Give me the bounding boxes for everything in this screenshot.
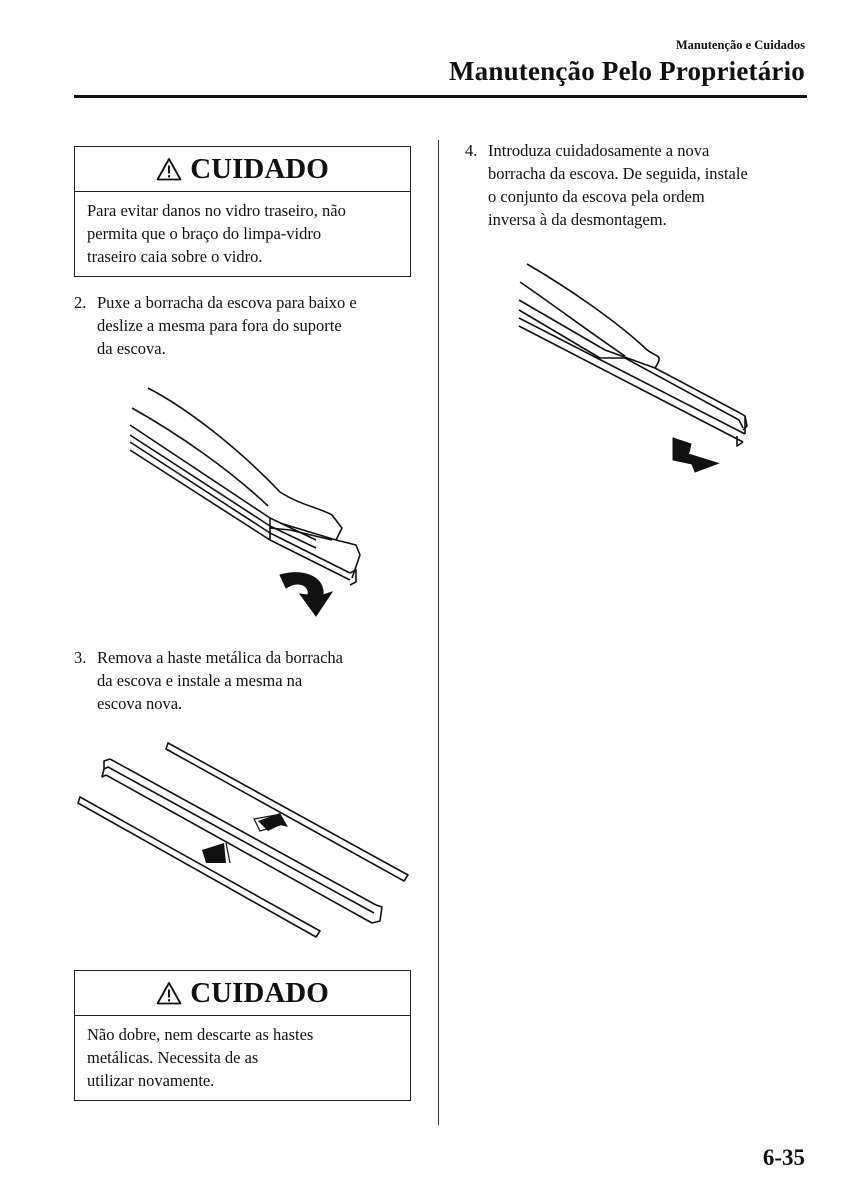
page-number: 6-35 [762, 1145, 805, 1170]
caution-text [75, 1016, 410, 1100]
step-2 [74, 291, 419, 360]
step-line: borracha da escova. De seguida, instale [488, 164, 748, 183]
page-title: Manutenção Pelo Proprietário [448, 56, 805, 86]
caution-line: traseiro caia sobre o vidro. [87, 247, 263, 266]
caution-line: Não dobre, nem descarte as hastes [87, 1025, 314, 1044]
step-line: deslize a mesma para fora do suporte [97, 316, 342, 335]
column-divider [438, 140, 439, 1125]
step-number: 2. [74, 293, 87, 312]
header-rule [74, 95, 807, 98]
caution-box-rear-glass [74, 146, 411, 277]
caution-box-metal-strips [74, 970, 411, 1101]
section-label: Manutenção e Cuidados [675, 38, 805, 52]
step-line: da escova e instale a mesma na [97, 671, 303, 690]
step-line: Puxe a borracha da escova para baixo e [97, 293, 357, 312]
step-line: inversa à da desmontagem. [488, 210, 667, 229]
wiper-rubber-metal-strips-icon [74, 735, 419, 945]
warning-triangle-icon [156, 981, 182, 1005]
step-line: o conjunto da escova pela ordem [488, 187, 705, 206]
step-line: da escova. [97, 339, 166, 358]
caution-heading-label: CUIDADO [190, 976, 329, 1009]
caution-text [75, 192, 410, 276]
step-number: 3. [74, 648, 87, 667]
caution-heading [75, 147, 410, 192]
step-3 [74, 646, 419, 715]
step-line: escova nova. [97, 694, 183, 713]
warning-triangle-icon [156, 157, 182, 181]
wiper-blade-rubber-pull-down-icon [120, 380, 370, 620]
step-4 [465, 139, 810, 231]
step-number: 4. [465, 141, 478, 160]
caution-heading-label: CUIDADO [190, 152, 329, 185]
caution-line: metálicas. Necessita de as [87, 1048, 259, 1067]
step-line: Introduza cuidadosamente a nova [488, 141, 710, 160]
caution-line: Para evitar danos no vidro traseiro, não [87, 201, 346, 220]
caution-line: permita que o braço do limpa-vidro [87, 224, 322, 243]
caution-line: utilizar novamente. [87, 1071, 215, 1090]
wiper-blade-rubber-insert-icon [515, 258, 765, 483]
caution-heading [75, 971, 410, 1016]
step-line: Remova a haste metálica da borracha [97, 648, 344, 667]
